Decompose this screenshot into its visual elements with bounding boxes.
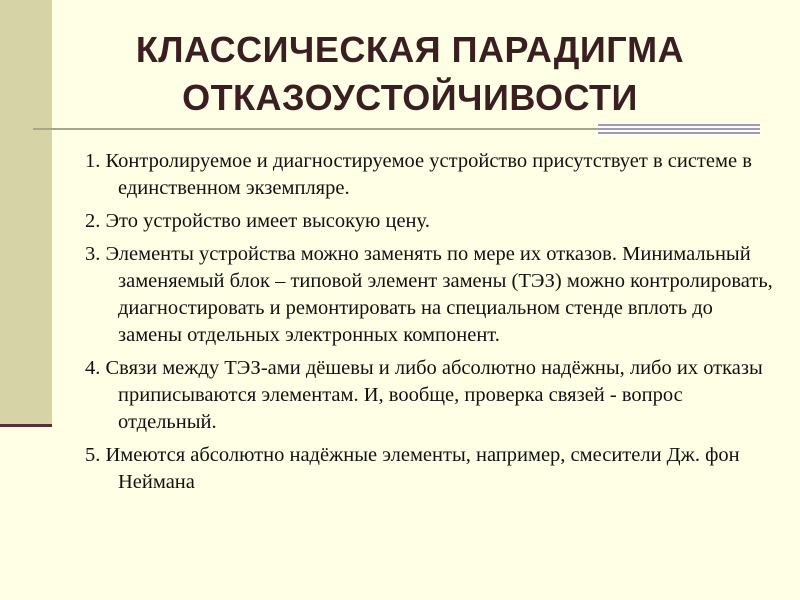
list-item: 5. Имеются абсолютно надёжные элементы, например, смесители Дж. фон Неймана <box>85 444 740 493</box>
list-item: 1. Контролируемое и диагностируемое устройство присутствует в системе в единственном экземпляре. <box>85 150 752 199</box>
side-decor-line <box>0 424 52 427</box>
list-item: 4. Связи между ТЭЗ-ами дёшевы и либо абсолютно надёжны, либо их отказы приписываются элементам. И, вообще, проверка связей - вопрос отдельный. <box>85 357 763 433</box>
side-decor-bar <box>0 0 52 425</box>
slide-body-list <box>85 148 775 502</box>
title-divider-accent <box>598 124 760 134</box>
slide-title-line-1: КЛАССИЧЕСКАЯ ПАРАДИГМА <box>135 29 685 70</box>
slide-title-line-2: ОТКАЗОУСТОЙЧИВОСТИ <box>182 77 638 118</box>
list-item: 2. Это устройство имеет высокую цену. <box>85 210 430 232</box>
slide-title <box>60 26 760 122</box>
list-item: 3. Элементы устройства можно заменять по мере их отказов. Минимальный заменяемый блок – типовой элемент замены (ТЭЗ) можно контролировать, диагностировать и ремонтировать на специальном стенде вплоть до замены отдельных электронных компонент. <box>85 243 773 346</box>
